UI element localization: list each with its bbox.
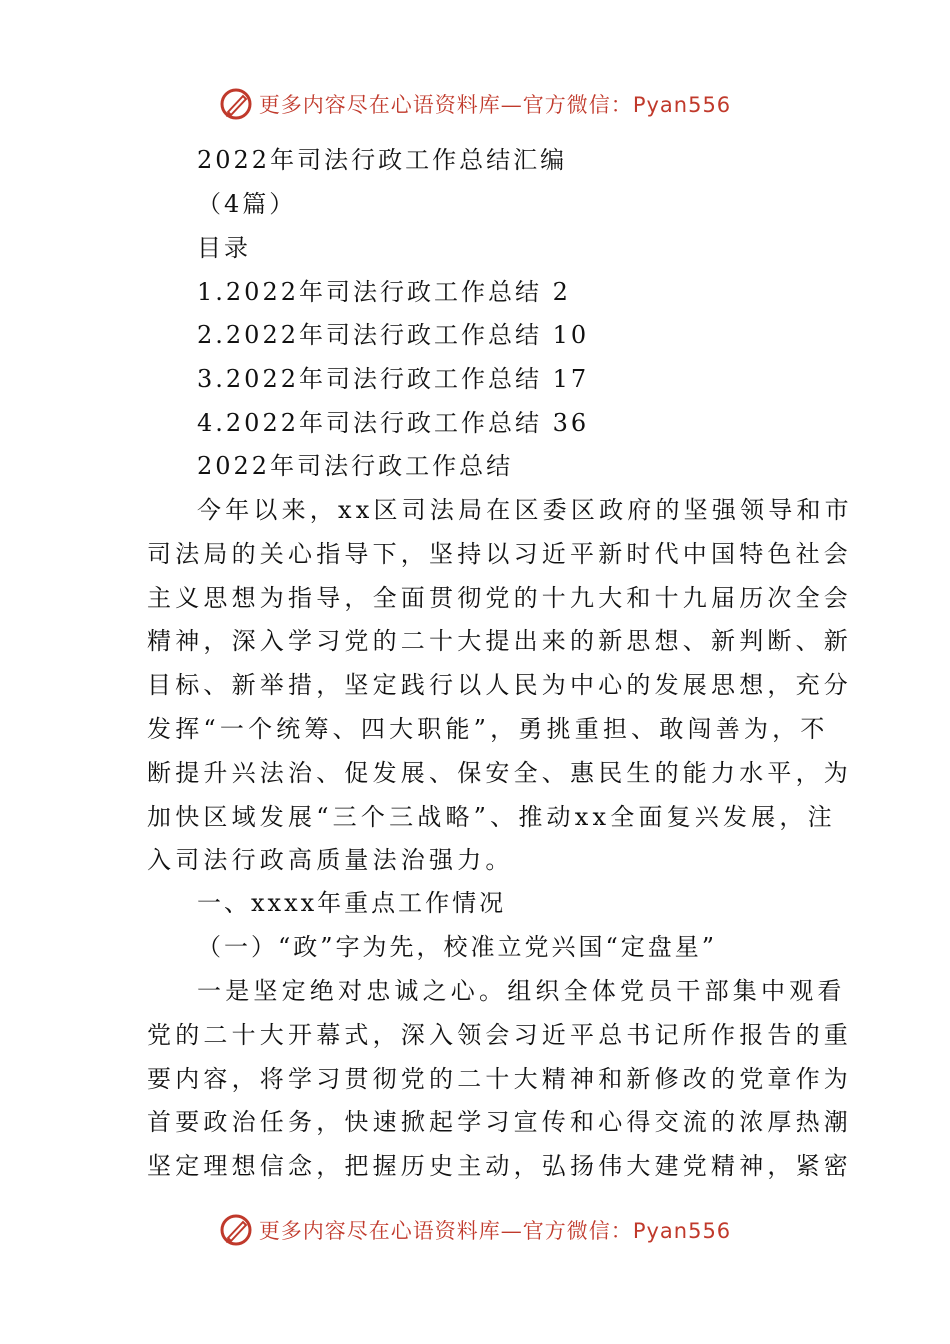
paragraph-line: 坚定理想信念，把握历史主动，弘扬伟大建党精神，紧密 (147, 1152, 852, 1181)
doc-count: （4篇） (197, 190, 297, 218)
paragraph-line: 加快区域发展“三个三战略”、推动xx全面复兴发展，注 (147, 802, 836, 831)
paragraph-line: 断提升兴法治、促发展、保安全、惠民生的能力水平，为 (147, 758, 852, 787)
paragraph-line: 要内容，将学习贯彻党的二十大精神和新修改的党章作为 (147, 1064, 852, 1093)
wechat-id: Pyan556 (632, 1219, 732, 1243)
paragraph-line: 今年以来，xx区司法局在区委区政府的坚强领导和市 (197, 496, 853, 524)
footer-banner (0, 1210, 950, 1250)
toc-item: 2.2022年司法行政工作总结 10 (197, 321, 590, 349)
intro-paragraph (147, 495, 853, 889)
banner-text: 更多内容尽在心语资料库—官方微信：Pyan556 (258, 1219, 732, 1243)
pen-logo-icon (219, 87, 253, 121)
toc-item: 1.2022年司法行政工作总结 2 (197, 278, 571, 306)
section-title: 2022年司法行政工作总结 (197, 452, 514, 480)
doc-title: 2022年司法行政工作总结汇编 (197, 146, 568, 174)
toc-heading: 目录 (197, 234, 251, 262)
wechat-id: Pyan556 (632, 93, 732, 117)
banner-text: 更多内容尽在心语资料库—官方微信：Pyan556 (258, 93, 732, 117)
paragraph-line: 司法局的关心指导下，坚持以习近平新时代中国特色社会 (147, 539, 852, 568)
toc-item: 4.2022年司法行政工作总结 36 (197, 409, 590, 437)
paragraph-line: 主义思想为指导，全面贯彻党的十九大和十九届历次全会 (147, 583, 852, 612)
paragraph-line: 一是坚定绝对忠诚之心。组织全体党员干部集中观看 (197, 977, 846, 1005)
heading-level2: （一）“政”字为先，校准立党兴国“定盘星” (197, 933, 718, 961)
paragraph-line: 目标、新举措，坚定践行以人民为中心的发展思想，充分 (147, 671, 852, 700)
body-paragraph (147, 976, 852, 1195)
heading-level1: 一、xxxx年重点工作情况 (197, 889, 507, 917)
pen-logo-icon (219, 1213, 253, 1247)
toc-item: 3.2022年司法行政工作总结 17 (197, 365, 590, 393)
paragraph-line: 发挥“一个统筹、四大职能”，勇挑重担、敢闯善为，不 (147, 714, 829, 743)
paragraph-line: 入司法行政高质量法治强力。 (147, 846, 514, 875)
paragraph-line: 党的二十大开幕式，深入领会习近平总书记所作报告的重 (147, 1020, 852, 1049)
paragraph-line: 首要政治任务，快速掀起学习宣传和心得交流的浓厚热潮 (147, 1108, 852, 1137)
paragraph-line: 精神，深入学习党的二十大提出来的新思想、新判断、新 (147, 627, 852, 656)
header-banner (0, 84, 950, 124)
